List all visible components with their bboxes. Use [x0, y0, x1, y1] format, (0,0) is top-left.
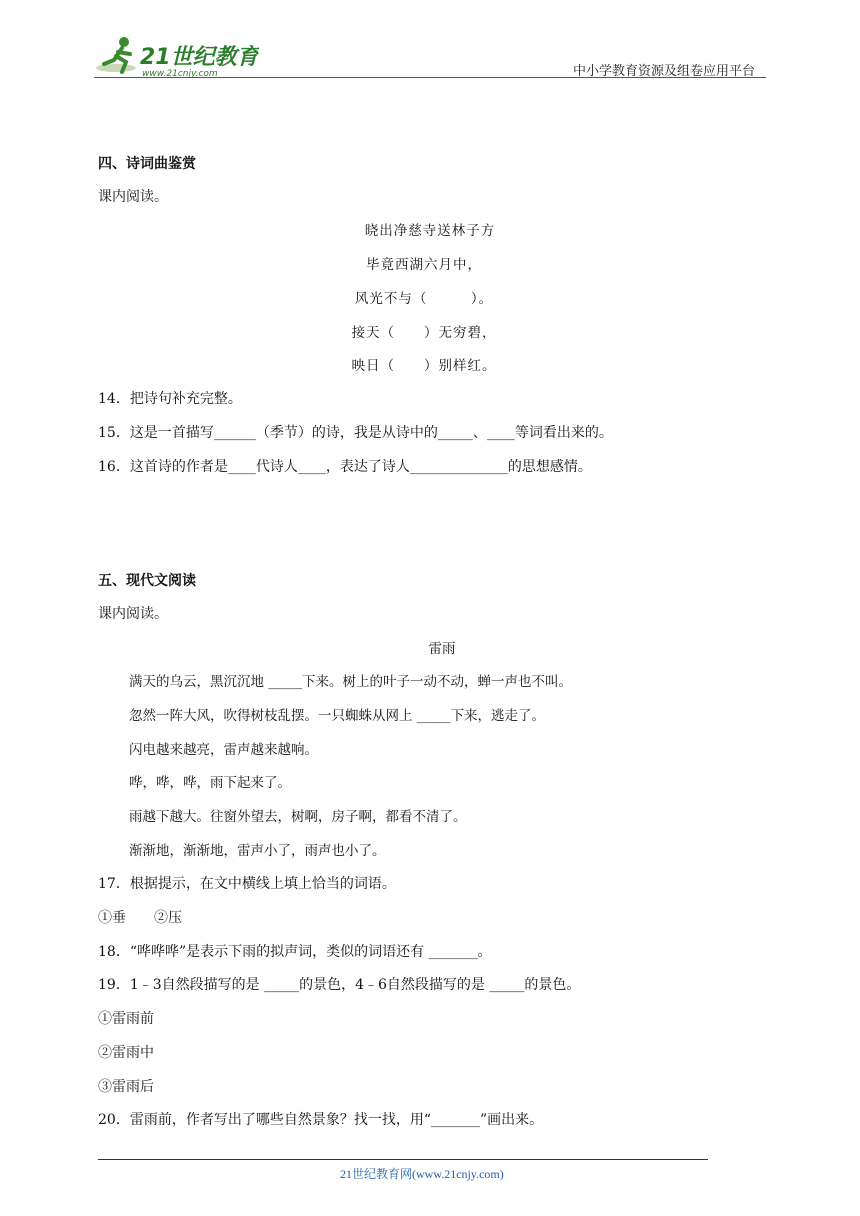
question-19: 19．1﹣3自然段描写的是 _____的景色，4﹣6自然段描写的是 _____的景色。: [98, 977, 581, 993]
logo-text: 21世纪教育: [140, 45, 259, 70]
poem-line-2: 风光不与（ ）。: [354, 291, 494, 307]
question-18: 18．“哗哗哗”是表示下雨的拟声词，类似的词语还有 _______。: [98, 944, 492, 960]
question-17-options: ①垂 ②压: [98, 910, 182, 926]
poem-line-4: 映日（ ）别样红。: [351, 358, 497, 374]
site-logo: [94, 34, 259, 78]
section4-title: 四、诗词曲鉴赏: [98, 156, 196, 172]
passage-paragraph-3: 闪电越来越亮，雷声越来越响。: [129, 742, 318, 758]
question-17: 17．根据提示，在文中横线上填上恰当的词语。: [98, 876, 396, 892]
poem-line-1: 毕竟西湖六月中，: [366, 257, 482, 273]
section5-intro: 课内阅读。: [98, 606, 168, 622]
passage-paragraph-1: 满天的乌云，黑沉沉地 _____下来。树上的叶子一动不动，蝉一声也不叫。: [129, 674, 573, 690]
passage-paragraph-6: 渐渐地，渐渐地，雷声小了，雨声也小了。: [129, 843, 386, 859]
passage-title: 雷雨: [428, 641, 456, 657]
question-15: 15．这是一首描写______（季节）的诗，我是从诗中的_____、____等词看出来的。: [98, 425, 613, 441]
question-19-option-2: ②雷雨中: [98, 1045, 154, 1061]
passage-paragraph-2: 忽然一阵大风，吹得树枝乱摆。一只蜘蛛从网上 _____下来，逃走了。: [129, 708, 546, 724]
section4-intro: 课内阅读。: [98, 189, 168, 205]
footer-text: 21世纪教育网(www.21cnjy.com): [340, 1167, 504, 1181]
runner-logo-icon: [94, 34, 259, 78]
poem-title: 晓出净慈寺送林子方: [364, 223, 496, 239]
question-16: 16．这首诗的作者是____代诗人____，表达了诗人______________的思想感情。: [98, 459, 592, 475]
question-14: 14．把诗句补充完整。: [98, 391, 242, 407]
platform-name: 中小学教育资源及组卷应用平台: [573, 64, 756, 79]
section5-title: 五、现代文阅读: [98, 573, 196, 589]
passage-paragraph-4: 哗，哗，哗，雨下起来了。: [129, 775, 291, 791]
question-19-option-3: ③雷雨后: [98, 1079, 154, 1095]
question-19-option-1: ①雷雨前: [98, 1011, 154, 1027]
question-20: 20．雷雨前，作者写出了哪些自然景象？找一找，用“_______”画出来。: [98, 1112, 544, 1128]
footer-divider: [98, 1159, 708, 1160]
poem-line-3: 接天（ ）无穷碧，: [351, 325, 497, 341]
header-divider: [94, 77, 766, 78]
logo-url: www.21cnjy.com: [142, 69, 218, 78]
passage-paragraph-5: 雨越下越大。往窗外望去，树啊，房子啊，都看不清了。: [129, 809, 467, 825]
